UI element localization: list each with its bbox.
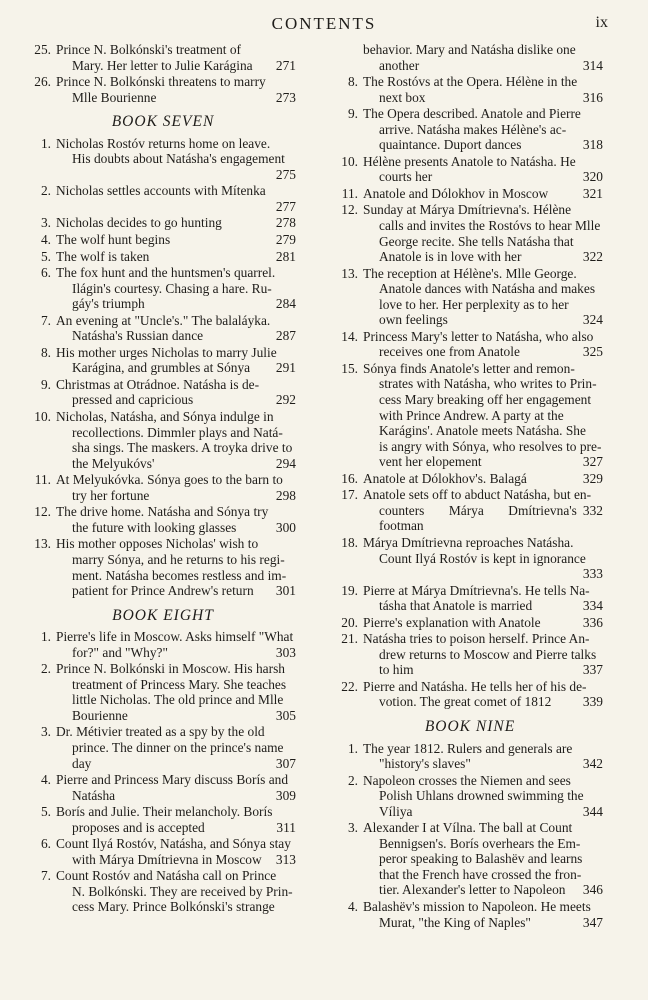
entry-text-line: Anatole is in love with her [379, 249, 522, 265]
entry-text-line: sha sings. The maskers. A troyka drive to [72, 440, 293, 456]
entry-text-line: to him [379, 662, 414, 678]
toc-entry [337, 679, 603, 710]
entry-text-line: calls and invites the Rostóvs to hear Mlle [379, 218, 601, 234]
entry-number: 3. [40, 215, 51, 231]
entry-text-line: treatment of Princess Mary. She teaches [72, 676, 287, 692]
entry-number: 1. [40, 135, 51, 151]
entry-text-line: Count Rostóv and Natásha call on Prince [56, 868, 277, 884]
entry-number: 1. [40, 629, 51, 645]
toc-entry [337, 471, 603, 487]
entry-text-line: the Melyukóvs' [72, 455, 155, 471]
toc-entry [30, 74, 296, 105]
entry-text-line: Natásha [72, 787, 116, 803]
entry-text-line: recollections. Dimmler plays and Natá- [72, 424, 283, 440]
entry-page-number: 329 [582, 470, 603, 486]
entry-text-line: Christmas at Otrádnoe. Natásha is de- [56, 376, 260, 392]
entry-number: 4. [40, 232, 51, 248]
toc-entry [30, 536, 296, 598]
entry-number: 2. [40, 183, 51, 199]
entry-page-number: 325 [582, 344, 603, 360]
entry-text-line: pressed and capricious [72, 392, 194, 408]
toc-entry [30, 629, 296, 660]
entry-page-number: 347 [582, 914, 603, 930]
entry-page-number: 324 [582, 312, 603, 328]
entry-page-number: 339 [582, 694, 603, 710]
entry-number: 17. [341, 487, 358, 503]
entry-number: 8. [347, 74, 358, 90]
entry-page-number: 322 [582, 249, 603, 265]
toc-entry [30, 136, 296, 183]
entry-text-line: Count Ilyá Rostóv is kept in ignorance [379, 550, 586, 566]
toc-entry [30, 804, 296, 835]
entry-page-number: 281 [275, 248, 296, 264]
entry-page-number: 307 [275, 755, 296, 771]
toc-entry [30, 724, 296, 771]
entry-number: 2. [347, 772, 358, 788]
entry-number: 6. [40, 265, 51, 281]
entry-text-line: The wolf is taken [56, 248, 150, 264]
page-number: ix [595, 14, 608, 31]
entry-text-line: Anatole sets off to abduct Natásha, but en- [363, 487, 592, 503]
entry-text-line: The Rostóvs at the Opera. Hélène in the [363, 74, 578, 90]
toc-entry [30, 377, 296, 408]
entry-text-line: tier. Alexander's letter to Napoleon [379, 882, 566, 898]
entry-page-number: 294 [275, 455, 296, 471]
toc-entry [337, 74, 603, 105]
entry-page-number: 277 [275, 198, 296, 214]
entry-number: 6. [40, 836, 51, 852]
entry-text-line: Mlle Bourienne [72, 89, 157, 105]
toc-entry [337, 899, 603, 930]
toc-entry [337, 631, 603, 678]
page-header [36, 14, 612, 40]
toc-entry [30, 836, 296, 867]
entry-text-line: George recite. She tells Natásha that [379, 233, 574, 249]
toc-entry [30, 772, 296, 803]
entry-number: 18. [341, 534, 358, 550]
toc-entry [337, 820, 603, 898]
entry-text-line: try her fortune [72, 487, 150, 503]
entry-text-line: Prince N. Bolkónski in Moscow. His harsh [56, 661, 285, 677]
entry-text-line: Bennigsen's. Borís overhears the Em- [379, 835, 581, 851]
entry-page-number: 313 [275, 851, 296, 867]
entry-text-line: tásha that Anatole is married [379, 598, 533, 614]
entry-text-line: arrive. Natásha makes Hélène's ac- [379, 121, 567, 137]
toc-entry [337, 741, 603, 772]
entry-page-number: 284 [275, 296, 296, 312]
entry-number: 10. [34, 409, 51, 425]
entry-text-line: Karágina, and grumbles at Sónya [72, 360, 251, 376]
page-title: CONTENTS [271, 14, 377, 33]
entry-text-line: Anatole and Dólokhov in Moscow [363, 185, 549, 201]
entry-number: 9. [40, 376, 51, 392]
entry-text-line: own feelings [379, 312, 448, 328]
entry-number: 20. [341, 614, 358, 630]
entry-text-line: for?" and "Why?" [72, 644, 168, 660]
entry-text-line: with Prince Andrew. A party at the [379, 407, 564, 423]
entry-text-line: Nicholas settles accounts with Mítenka [56, 183, 266, 199]
entry-page-number: 344 [582, 803, 603, 819]
entry-text-line: Napoleon crosses the Niemen and sees [363, 772, 571, 788]
entry-text-line: love to her. Her perplexity as to her [379, 296, 569, 312]
book-heading: BOOK EIGHT [112, 606, 214, 624]
toc-entry [30, 183, 296, 214]
entry-text-line: The fox hunt and the huntsmen's quarrel. [56, 265, 276, 281]
entry-text-line: drew returns to Moscow and Pierre talks [379, 646, 597, 662]
entry-page-number: 278 [275, 215, 296, 231]
entry-text-line: His mother opposes Nicholas' wish to [56, 536, 259, 552]
entry-page-number: 287 [275, 328, 296, 344]
toc-entry [337, 583, 603, 614]
entry-text-line: is angry with Sónya, who resolves to pre- [379, 438, 602, 454]
entry-text-line: The drive home. Natásha and Sónya try [56, 504, 269, 520]
toc-entry [337, 361, 603, 470]
entry-text-line: little Nicholas. The old prince and Mlle [72, 692, 284, 708]
entry-text-line: Nicholas decides to go hunting [56, 215, 222, 231]
toc-entry [30, 345, 296, 376]
toc-entry [30, 504, 296, 535]
entry-page-number: 342 [582, 756, 603, 772]
toc-entry [337, 266, 603, 328]
toc-entry [30, 265, 296, 312]
entry-text-line: Polish Uhlans drowned swimming the [379, 788, 584, 804]
entry-text-line: another [379, 57, 420, 73]
entry-text-line: cess Mary breaking off her engagement [379, 392, 592, 408]
entry-page-number: 309 [275, 787, 296, 803]
entry-text-line: Nicholas Rostóv returns home on leave. [56, 135, 271, 151]
entry-page-number: 271 [275, 57, 296, 73]
entry-text-line: strates with Natásha, who writes to Prin- [379, 376, 597, 392]
entry-page-number: 337 [582, 662, 603, 678]
entry-text-line: receives one from Anatole [379, 344, 520, 360]
entry-text-line: Nicholas, Natásha, and Sónya indulge in [56, 409, 274, 425]
entry-number: 4. [347, 898, 358, 914]
entry-text-line: N. Bolkónski. They are received by Prin- [72, 883, 293, 899]
entry-text-line: Prince N. Bolkónski threatens to marry [56, 74, 266, 90]
entry-number: 15. [341, 360, 358, 376]
entry-number: 12. [341, 202, 358, 218]
entry-text-line: patient for Prince Andrew's return [72, 583, 254, 599]
entry-page-number: 334 [582, 598, 603, 614]
entry-number: 9. [347, 106, 358, 122]
entry-text-line: day [72, 755, 92, 771]
entry-page-number: 273 [275, 89, 296, 105]
entry-text-line: Natásha's Russian dance [72, 328, 204, 344]
entry-number: 10. [341, 153, 358, 169]
entry-text-line: proposes and is accepted [72, 819, 205, 835]
entry-text-line: peror speaking to Balashëv and learns [379, 851, 583, 867]
entry-group [337, 741, 603, 931]
entry-number: 7. [40, 868, 51, 884]
entry-text-line: Sónya finds Anatole's letter and remon- [363, 360, 575, 376]
toc-entry [30, 472, 296, 503]
entry-text-line: His mother urges Nicholas to marry Julie [56, 344, 277, 360]
entry-text-line: gáy's triumph [72, 296, 145, 312]
entry-page-number: 332 [582, 502, 603, 518]
entry-text-line: An evening at "Uncle's." The balaláyka. [56, 312, 271, 328]
entry-text-line: The wolf hunt begins [56, 232, 171, 248]
entry-number: 5. [40, 248, 51, 264]
toc-entry [337, 42, 603, 73]
entry-number: 16. [341, 470, 358, 486]
entry-number: 5. [40, 804, 51, 820]
entry-page-number: 346 [582, 882, 603, 898]
entry-text-line: with Márya Dmítrievna in Moscow [72, 851, 262, 867]
book-heading: BOOK SEVEN [111, 113, 215, 131]
entry-text-line: Karágins'. Anatole meets Natásha. She [379, 423, 586, 439]
entry-text-line: His doubts about Natásha's engagement [72, 151, 285, 167]
toc-entry [30, 868, 296, 915]
entry-group [337, 42, 603, 710]
entry-page-number: 275 [275, 166, 296, 182]
entry-number: 3. [40, 724, 51, 740]
entry-text-line: Alexander I at Vílna. The ball at Count [363, 820, 573, 836]
entry-page-number: 327 [582, 454, 603, 470]
toc-entry [337, 773, 603, 820]
entry-page-number: 303 [275, 644, 296, 660]
entry-page-number: 300 [275, 519, 296, 535]
toc-entry [337, 202, 603, 264]
entry-number: 13. [34, 536, 51, 552]
entry-text-line: Anatole dances with Natásha and makes [379, 281, 596, 297]
entry-page-number: 318 [582, 137, 603, 153]
entry-text-line: behavior. Mary and Natásha dislike one [363, 42, 576, 57]
toc-entry [337, 487, 603, 534]
entry-number: 22. [341, 678, 358, 694]
entry-text-line: Balashëv's mission to Napoleon. He meets [363, 898, 591, 914]
entry-text-line: Pierre and Natásha. He tells her of his de- [363, 678, 587, 694]
entry-text-line: cess Mary. Prince Bolkónski's strange [72, 899, 275, 915]
entry-page-number: 301 [275, 583, 296, 599]
entry-page-number: 298 [275, 487, 296, 503]
entry-text-line: Dr. Métivier treated as a spy by the old [56, 724, 265, 740]
toc-entry [30, 661, 296, 723]
entry-number: 3. [347, 820, 358, 836]
entry-group [30, 629, 296, 915]
entry-page-number: 279 [275, 232, 296, 248]
entry-page-number: 292 [275, 392, 296, 408]
toc-entry [30, 313, 296, 344]
entry-text-line: votion. The great comet of 1812 [379, 694, 552, 710]
entry-text-line: the future with looking glasses [72, 519, 237, 535]
toc-entry [337, 535, 603, 582]
entry-text-line: Natásha tries to poison herself. Prince An- [363, 631, 590, 647]
entry-page-number: 305 [275, 707, 296, 723]
entry-text-line: vent her elopement [379, 454, 482, 470]
left-column [30, 42, 296, 916]
toc-entry [30, 215, 296, 231]
entry-page-number: 316 [582, 89, 603, 105]
entry-page-number: 333 [582, 566, 603, 582]
entry-text-line: Pierre's life in Moscow. Asks himself "What [56, 629, 294, 645]
entry-number: 2. [40, 661, 51, 677]
entry-text-line: The reception at Hélène's. Mlle George. [363, 265, 577, 281]
entry-number: 12. [34, 504, 51, 520]
entry-number: 11. [341, 185, 358, 201]
entry-text-line: next box [379, 89, 426, 105]
entry-number: 11. [34, 472, 51, 488]
entry-number: 8. [40, 344, 51, 360]
entry-text-line: quaintance. Duport dances [379, 137, 522, 153]
entry-number: 19. [341, 582, 358, 598]
entry-text-line: Hélène presents Anatole to Natásha. He [363, 153, 576, 169]
book-heading: BOOK NINE [424, 717, 516, 735]
entry-number: 4. [40, 772, 51, 788]
entry-text-line: Count Ilyá Rostóv, Natásha, and Sónya stay [56, 836, 291, 852]
entry-number: 21. [341, 631, 358, 647]
entry-text-line: Murat, "the King of Naples" [379, 914, 531, 930]
entry-text-line: Pierre's explanation with Anatole [363, 614, 541, 630]
entry-text-line: Sunday at Márya Dmítrievna's. Hélène [363, 202, 572, 218]
entry-text-line: The year 1812. Rulers and generals are [363, 740, 573, 756]
entry-text-line: Márya Dmítrievna reproaches Natásha. [363, 534, 574, 550]
toc-entry [337, 329, 603, 360]
entry-text-line: Víliya [379, 803, 413, 819]
entry-text-line: Ilágin's courtesy. Chasing a hare. Ru- [72, 280, 272, 296]
entry-text-line: marry Sónya, and he returns to his regi- [72, 551, 285, 567]
entry-text-line: that the French have crossed the fron- [379, 866, 582, 882]
entry-text-line: Anatole at Dólokhov's. Balagá [363, 470, 527, 486]
entry-number: 25. [34, 42, 51, 57]
entry-number: 1. [347, 740, 358, 756]
entry-page-number: 321 [582, 185, 603, 201]
entry-text-line: prince. The dinner on the prince's name [72, 739, 284, 755]
entry-number: 26. [34, 74, 51, 90]
entry-number: 13. [341, 265, 358, 281]
entry-number: 14. [341, 328, 358, 344]
entry-text-line: Princess Mary's letter to Natásha, who also [363, 328, 594, 344]
entry-text-line: The Opera described. Anatole and Pierre [363, 106, 581, 122]
entry-text-line: Mary. Her letter to Julie Karágina [72, 57, 253, 73]
entry-text-line: "history's slaves" [379, 756, 471, 772]
entry-group [30, 136, 296, 599]
entry-text-line: Prince N. Bolkónski's treatment of [56, 42, 242, 57]
toc-entry [337, 154, 603, 185]
entry-text-line: Pierre at Márya Dmítrievna's. He tells Na- [363, 582, 590, 598]
entry-text-line: At Melyukóvka. Sónya goes to the barn to [56, 472, 283, 488]
entry-text-line: courts her [379, 169, 433, 185]
right-column [337, 42, 603, 931]
toc-entry [337, 186, 603, 202]
entry-group [30, 42, 296, 105]
entry-page-number: 314 [582, 57, 603, 73]
entry-page-number: 336 [582, 614, 603, 630]
entry-page-number: 320 [582, 169, 603, 185]
entry-page-number: 291 [275, 360, 296, 376]
toc-entry [30, 232, 296, 248]
entry-text-line: counters Márya Dmítrievna's footman [379, 502, 577, 534]
entry-text-line: Pierre and Princess Mary discuss Borís and [56, 772, 289, 788]
toc-entry [337, 615, 603, 631]
entry-text-line: Bourienne [72, 707, 128, 723]
entry-text-line: ment. Natásha becomes restless and im- [72, 567, 287, 583]
entry-text-line: Borís and Julie. Their melancholy. Borís [56, 804, 273, 820]
toc-entry [30, 409, 296, 471]
entry-number: 7. [40, 312, 51, 328]
entry-page-number: 311 [276, 819, 296, 835]
toc-entry [337, 106, 603, 153]
toc-entry [30, 42, 296, 73]
toc-entry [30, 249, 296, 265]
